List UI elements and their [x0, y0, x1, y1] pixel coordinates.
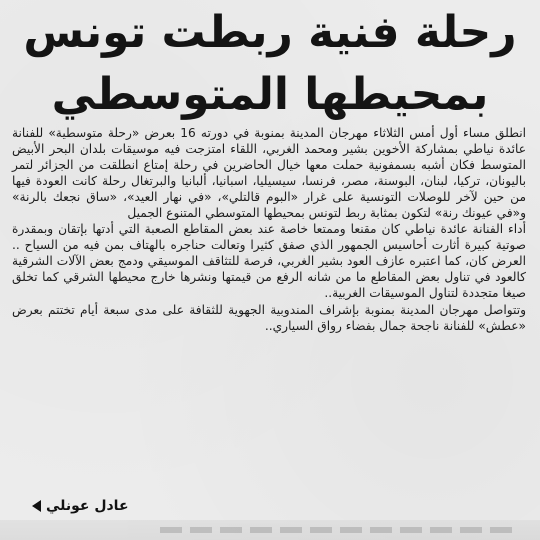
- bleed-through-text: [0, 520, 540, 540]
- paragraph-1: انطلق مساء أول أمس الثلاثاء مهرجان المدينة بمنوبة في دورته 16 بعرض «رحلة متوسطية» للفنانة عائدة نياطي بمشاركة الأخوين بشير ومحمد الغربي، اللقاء امتزجت فيه موسيقات بلدان البحر الأبيض المتوسط فكان أشبه بسمفونية حملت معها خيال الحاضرين في رحلة إمتاع انطلقت من الجزائر لتمر باليونان، تركيا، لبنان، البوسنة، مصر، فرنسا، سيسيليا، اسبانيا، ألبانيا والبرتغال رحلة كانت العودة فيها من حين لآخر للوصلات التونسية على غرار «البوم قالتلي»، «في نهار العيد»، «ساق نجعك بالرنة» و«في عيونك رنة» لتكون بمثابة ربط لتونس بمحيطها المتوسطي المتنوع الجميل: [12, 126, 526, 220]
- paragraph-2: أداء الفنانة عائدة نياطي كان مقنعا وممتعا خاصة عند بعض المقاطع الصعبة التي أدتها بإتقان وبمقدرة صوتية كبيرة أثارت أحاسيس الجمهور الذي صفق كثيرا وتعالت حناجره بالهتاف بمن فيه من السياح .. العرض كان، كما اعتبره عازف العود بشير الغربي، فرصة للتثاقف الموسيقي ودمج بعض الآلات الشرقية كالعود في تناول بعض المقاطع ما من شانه الرفع من قيمتها ونشرها خارج محيطها الشرقي كما تخلق صيغا متجددة لتناول الموسيقات الغربية..: [12, 222, 526, 301]
- byline-marker-icon: [32, 500, 41, 512]
- headline-line-2: بمحيطها المتوسطي: [51, 69, 489, 120]
- paragraph-3: وتتواصل مهرجان المدينة بمنوبة بإشراف المندوبية الجهوية للثقافة على مدى سبعة أيام تختتم بعرض «عطش» للفنانة ناجحة جمال بفضاء رواق السياري..: [12, 302, 526, 333]
- byline: [32, 498, 129, 514]
- article-body: [12, 126, 526, 335]
- headline-line-1: رحلة فنية ربطت تونس: [23, 7, 517, 58]
- byline-author: عادل عونلي: [46, 498, 129, 514]
